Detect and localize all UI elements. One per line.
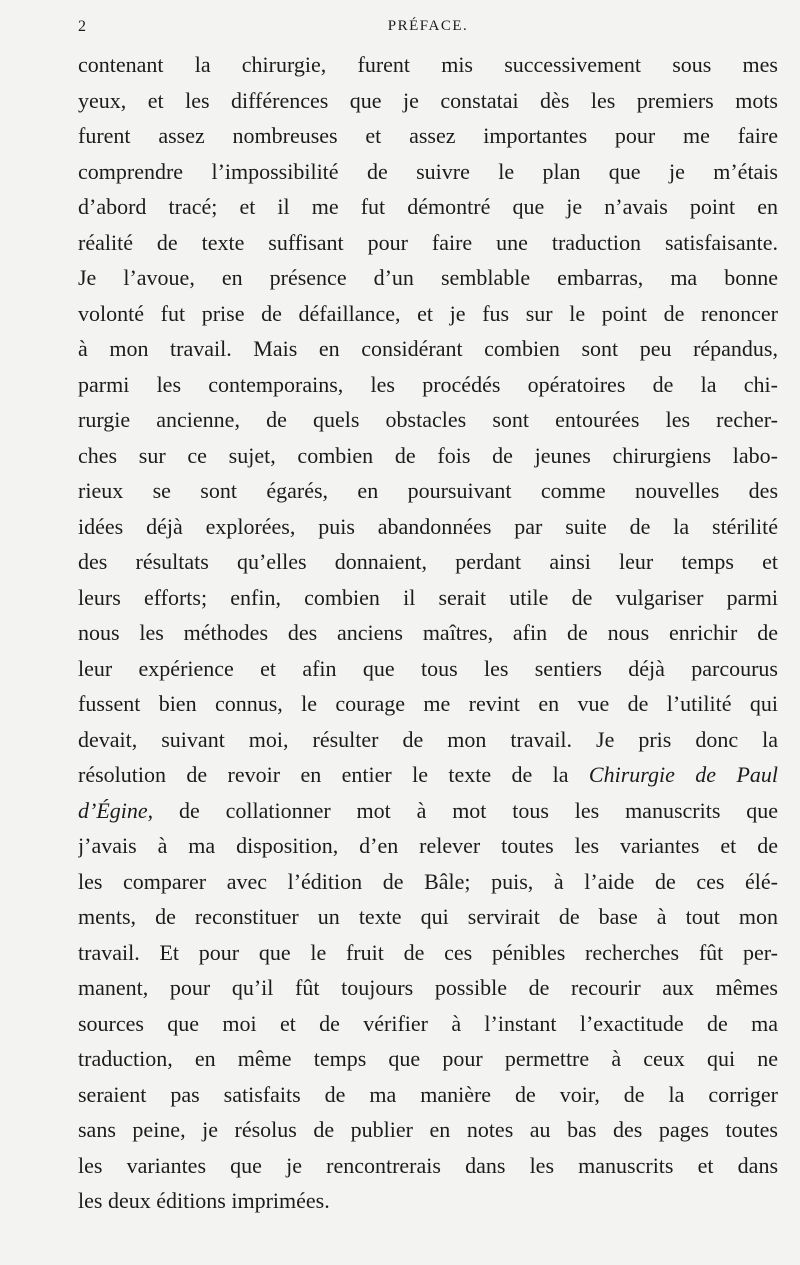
text-line: j’avais à ma disposition, d’en relever toutes les variantes et de bbox=[78, 833, 778, 858]
book-title-italic: Chirurgie de Paul bbox=[588, 762, 778, 787]
text-line: manent, pour qu’il fût toujours possible de recourir aux mêmes bbox=[78, 975, 778, 1000]
text-line: ments, de reconstituer un texte qui servirait de base à tout mon bbox=[78, 904, 778, 929]
text-segment: , de collationner mot à mot tous les manuscrits que bbox=[147, 797, 778, 823]
page-header bbox=[78, 18, 778, 44]
text-line: volonté fut prise de défaillance, et je fus sur le point de renoncer bbox=[78, 300, 778, 326]
running-head: PRÉFACE. bbox=[387, 18, 469, 34]
text-line: rieux se sont égarés, en poursuivant comme nouvelles des bbox=[78, 478, 778, 503]
text-line: furent assez nombreuses et assez importantes pour me faire bbox=[78, 123, 778, 148]
text-line: traduction, en même temps que pour permettre à ceux qui ne bbox=[78, 1046, 778, 1071]
text-line: comprendre l’impossibilité de suivre le plan que je m’étais bbox=[78, 158, 778, 184]
text-line bbox=[78, 757, 778, 793]
text-line-last: les deux éditions imprimées. bbox=[78, 1188, 330, 1213]
text-line: sources que moi et de vérifier à l’instant l’exactitude de ma bbox=[78, 1010, 778, 1036]
body-text bbox=[78, 47, 778, 1219]
text-line: leurs efforts; enfin, combien il serait utile de vulgariser parmi bbox=[78, 584, 778, 610]
text-line: contenant la chirurgie, furent mis successivement sous mes bbox=[78, 52, 778, 77]
text-line: Je l’avoue, en présence d’un semblable embarras, ma bonne bbox=[78, 265, 778, 290]
text-line: des résultats qu’elles donnaient, perdant ainsi leur temps et bbox=[78, 549, 778, 574]
text-line: rurgie ancienne, de quels obstacles sont entourées les recher- bbox=[78, 407, 778, 432]
text-line: yeux, et les différences que je constatai dès les premiers mots bbox=[78, 87, 778, 113]
text-line: les comparer avec l’édition de Bâle; puis, à l’aide de ces élé- bbox=[78, 868, 778, 894]
text-line: fussent bien connus, le courage me revint en vue de l’utilité qui bbox=[78, 691, 778, 716]
text-line: à mon travail. Mais en considérant combien sont peu répandus, bbox=[78, 336, 778, 361]
book-title-italic: d’Égine bbox=[78, 797, 148, 823]
text-line: travail. Et pour que le fruit de ces pénibles recherches fût per- bbox=[78, 939, 778, 965]
text-line: idées déjà explorées, puis abandonnées par suite de la stérilité bbox=[78, 513, 778, 539]
text-line: réalité de texte suffisant pour faire une traduction satisfaisante. bbox=[78, 229, 778, 255]
text-line bbox=[78, 793, 778, 829]
text-line: d’abord tracé; et il me fut démontré que je n’avais point en bbox=[78, 194, 778, 219]
text-line: seraient pas satisfaits de ma manière de voir, de la corriger bbox=[78, 1081, 778, 1107]
text-line: nous les méthodes des anciens maîtres, afin de nous enrichir de bbox=[78, 620, 778, 645]
text-line: les variantes que je rencontrerais dans les manuscrits et dans bbox=[78, 1152, 778, 1178]
text-line: ches sur ce sujet, combien de fois de jeunes chirurgiens labo- bbox=[78, 442, 778, 468]
text-line: leur expérience et afin que tous les sentiers déjà parcourus bbox=[78, 655, 778, 681]
text-line: parmi les contemporains, les procédés opératoires de la chi- bbox=[78, 371, 778, 397]
text-segment: résolution de revoir en entier le texte de la bbox=[78, 762, 589, 787]
text-line: sans peine, je résolus de publier en notes au bas des pages toutes bbox=[78, 1117, 778, 1142]
page-number: 2 bbox=[78, 18, 87, 35]
text-line: devait, suivant moi, résulter de mon travail. Je pris donc la bbox=[78, 726, 778, 752]
